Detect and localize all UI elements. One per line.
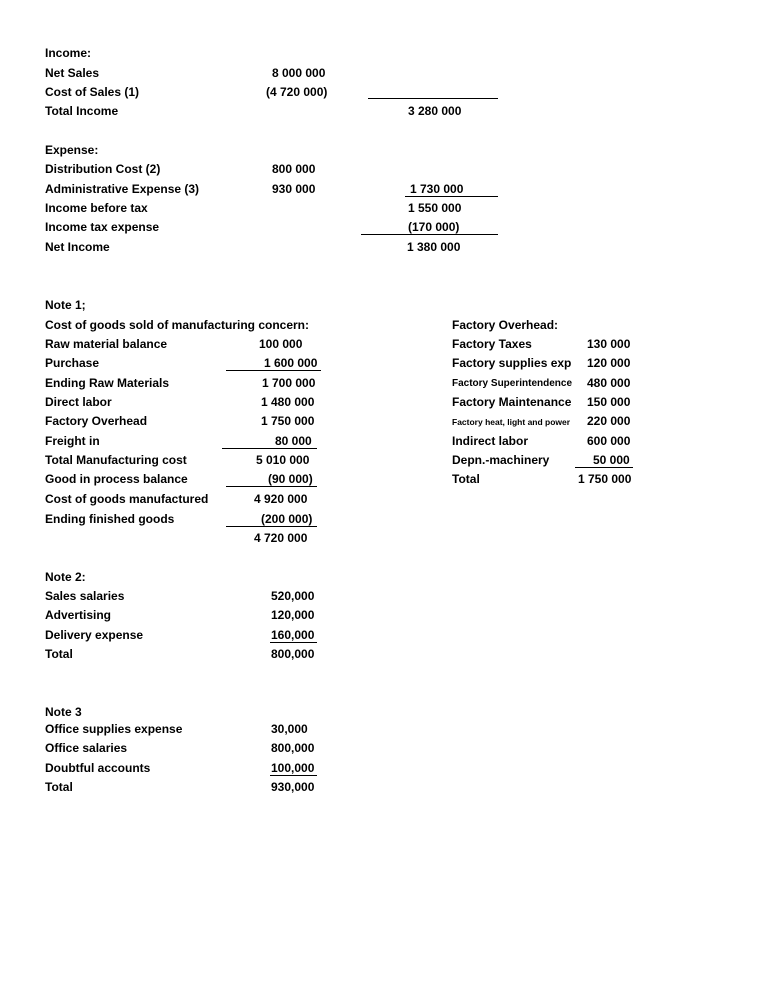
overhead-row-label: Factory Maintenance <box>452 395 572 409</box>
note3-total-label: Total <box>45 780 73 794</box>
overhead-row-label: Factory heat, light and power <box>452 417 571 427</box>
note1-row-label: Ending Raw Materials <box>45 376 170 390</box>
total-income-value: 3 280 000 <box>408 104 462 118</box>
note1-row-value: 1 600 000 <box>264 356 318 370</box>
income-heading: Income: <box>45 46 92 60</box>
overhead-row-value: 220 000 <box>587 414 631 428</box>
note3-row-label: Office supplies expense <box>45 722 183 736</box>
net-income-label: Net Income <box>45 240 110 254</box>
note2-total-label: Total <box>45 647 73 661</box>
note1-row-value: 1 750 000 <box>261 414 315 428</box>
note3-row-value: 100,000 <box>271 761 315 775</box>
overhead-row-label: Factory Taxes <box>452 337 532 351</box>
overhead-total-value: 1 750 000 <box>578 472 632 486</box>
overhead-row-value: 600 000 <box>587 434 631 448</box>
distribution-cost-value: 800 000 <box>272 162 316 176</box>
note3-row-value: 800,000 <box>271 741 315 755</box>
cost-of-sales-value: (4 720 000) <box>266 85 328 99</box>
note3-row-value: 30,000 <box>271 722 308 736</box>
overhead-row-label: Indirect labor <box>452 434 529 448</box>
expense-rule <box>405 196 498 197</box>
note3-row-label: Doubtful accounts <box>45 761 151 775</box>
note2-rule <box>270 642 317 643</box>
freight-rule <box>222 448 317 449</box>
note1-row-label: Purchase <box>45 356 100 370</box>
note3-heading: Note 3 <box>45 705 82 719</box>
note2-heading: Note 2: <box>45 570 86 584</box>
note1-row-value: 100 000 <box>259 337 303 351</box>
distribution-cost-label: Distribution Cost (2) <box>45 162 161 176</box>
overhead-row-value: 120 000 <box>587 356 631 370</box>
note3-rule <box>270 775 317 776</box>
overhead-row-label: Depn.-machinery <box>452 453 550 467</box>
overhead-row-value: 150 000 <box>587 395 631 409</box>
finished-goods-rule <box>226 526 317 527</box>
admin-expense-label: Administrative Expense (3) <box>45 182 200 196</box>
note1-row-value: (90 000) <box>268 472 313 486</box>
note1-row-label: Raw material balance <box>45 337 168 351</box>
net-income-value: 1 380 000 <box>407 240 461 254</box>
note1-row-label: Freight in <box>45 434 100 448</box>
note2-row-value: 160,000 <box>271 628 315 642</box>
net-sales-label: Net Sales <box>45 66 100 80</box>
note1-row-value: 1 480 000 <box>261 395 315 409</box>
note2-row-value: 520,000 <box>271 589 315 603</box>
overhead-row-value: 130 000 <box>587 337 631 351</box>
note2-total-value: 800,000 <box>271 647 315 661</box>
total-income-label: Total Income <box>45 104 119 118</box>
overhead-row-label: Factory Superintendence <box>452 378 573 389</box>
purchase-rule <box>226 370 321 371</box>
note1-row-value: 4 920 000 <box>254 492 308 506</box>
note3-total-value: 930,000 <box>271 780 315 794</box>
note2-row-label: Advertising <box>45 608 112 622</box>
note1-row-value: (200 000) <box>261 512 313 526</box>
expense-heading: Expense: <box>45 143 99 157</box>
note1-row-label: Total Manufacturing cost <box>45 453 187 467</box>
income-before-tax-value: 1 550 000 <box>408 201 462 215</box>
wip-rule <box>226 486 317 487</box>
note1-row-value: 1 700 000 <box>262 376 316 390</box>
note1-subheading: Cost of goods sold of manufacturing concern: <box>45 318 309 332</box>
tax-rule <box>361 234 498 235</box>
note1-row-label: Good in process balance <box>45 472 188 486</box>
overhead-total-label: Total <box>452 472 480 486</box>
income-tax-value: (170 000) <box>408 220 460 234</box>
overhead-row-value: 480 000 <box>587 376 631 390</box>
subtotal-rule <box>368 98 498 99</box>
note1-row-label: Factory Overhead <box>45 414 148 428</box>
note3-row-label: Office salaries <box>45 741 128 755</box>
cost-of-sales-label: Cost of Sales (1) <box>45 85 140 99</box>
note2-row-label: Delivery expense <box>45 628 144 642</box>
overhead-rule <box>575 467 633 468</box>
note2-row-value: 120,000 <box>271 608 315 622</box>
note1-row-label: Direct labor <box>45 395 112 409</box>
income-tax-label: Income tax expense <box>45 220 160 234</box>
note1-row-label: Ending finished goods <box>45 512 175 526</box>
note1-final-total: 4 720 000 <box>254 531 308 545</box>
net-sales-value: 8 000 000 <box>272 66 326 80</box>
total-expense-value: 1 730 000 <box>410 182 464 196</box>
note1-row-value: 80 000 <box>275 434 312 448</box>
income-before-tax-label: Income before tax <box>45 201 148 215</box>
note1-row-label: Cost of goods manufactured <box>45 492 209 506</box>
note2-row-label: Sales salaries <box>45 589 125 603</box>
note1-row-value: 5 010 000 <box>256 453 310 467</box>
overhead-row-label: Factory supplies exp <box>452 356 572 370</box>
factory-overhead-heading: Factory Overhead: <box>452 318 559 332</box>
note1-heading: Note 1; <box>45 298 86 312</box>
admin-expense-value: 930 000 <box>272 182 316 196</box>
overhead-row-value: 50 000 <box>593 453 630 467</box>
